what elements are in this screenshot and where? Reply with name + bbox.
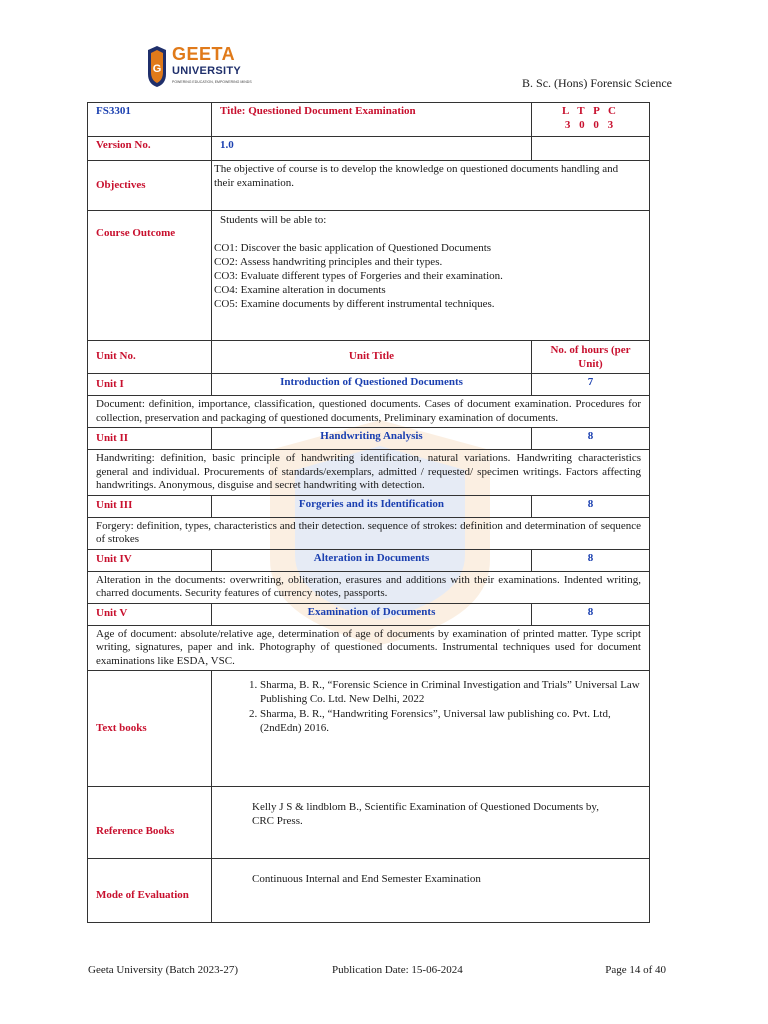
unit-title: Introduction of Questioned Documents bbox=[212, 374, 532, 396]
unit-title: Handwriting Analysis bbox=[212, 428, 532, 450]
unit-title: Alteration in Documents bbox=[212, 549, 532, 571]
footer-publication-date: Publication Date: 15-06-2024 bbox=[332, 964, 463, 976]
unit-hours: 7 bbox=[532, 374, 650, 396]
version-row bbox=[88, 137, 650, 161]
version-value: 1.0 bbox=[212, 137, 532, 161]
logo-tagline: POWERING EDUCATION, EMPOWERING MINDS bbox=[172, 80, 252, 84]
unit-content-row bbox=[88, 396, 650, 428]
outcome-cell bbox=[212, 211, 650, 341]
outcome-item: CO1: Discover the basic application of Questioned Documents bbox=[214, 242, 492, 254]
program-name: B. Sc. (Hons) Forensic Science bbox=[522, 76, 672, 90]
unit-no-header: Unit No. bbox=[88, 341, 212, 374]
textbooks-cell bbox=[212, 671, 650, 787]
objectives-label: Objectives bbox=[88, 161, 212, 211]
version-label: Version No. bbox=[88, 137, 212, 161]
unit-no: Unit V bbox=[88, 603, 212, 625]
textbooks-label: Text books bbox=[88, 671, 212, 787]
references-label: Reference Books bbox=[88, 787, 212, 859]
unit-title-header: Unit Title bbox=[212, 341, 532, 374]
unit-content-row bbox=[88, 517, 650, 549]
outcome-item: CO5: Examine documents by different instrumental techniques. bbox=[214, 298, 495, 310]
evaluation-row bbox=[88, 859, 650, 923]
unit-hours: 8 bbox=[532, 428, 650, 450]
outcome-item: CO4: Examine alteration in documents bbox=[214, 284, 386, 296]
evaluation-label: Mode of Evaluation bbox=[88, 859, 212, 923]
unit-content-row bbox=[88, 625, 650, 671]
unit-header-row bbox=[88, 341, 650, 374]
unit-content-row bbox=[88, 571, 650, 603]
textbook-item: 1. Sharma, B. R., “Forensic Science in Criminal Investigation and Trials” Universal Law Publishing Co. Ltd. New Delhi, 2022 bbox=[260, 679, 641, 706]
ltpc-cell bbox=[532, 103, 650, 137]
svg-text:G: G bbox=[152, 63, 162, 75]
unit-content: Handwriting: definition, basic principle of handwriting identification, natural variations. Handwriting characteristics general and individual. Procurements of standards/exemplars, admitted / requested/ specimen writings. Factors affecting handwritings. Anonymous, disguise and secret handwriting with detection. bbox=[88, 450, 650, 496]
unit-content: Alteration in the documents: overwriting, obliteration, erasures and additions with their examinations. Indented writing, charred documents. Security features of currency notes, passports. bbox=[88, 571, 650, 603]
unit-hours: 8 bbox=[532, 495, 650, 517]
unit-row bbox=[88, 374, 650, 396]
unit-hours: 8 bbox=[532, 549, 650, 571]
unit-title: Forgeries and its Identification bbox=[212, 495, 532, 517]
shield-icon bbox=[146, 44, 168, 88]
footer-batch: Geeta University (Batch 2023-27) bbox=[88, 964, 238, 976]
evaluation-text: Continuous Internal and End Semester Examination bbox=[212, 859, 650, 923]
course-header-row bbox=[88, 103, 650, 137]
unit-no: Unit IV bbox=[88, 549, 212, 571]
outcome-intro: Students will be able to: bbox=[220, 214, 327, 226]
unit-content-row bbox=[88, 450, 650, 496]
unit-no: Unit III bbox=[88, 495, 212, 517]
unit-no: Unit II bbox=[88, 428, 212, 450]
footer-page-number: Page 14 of 40 bbox=[605, 964, 666, 976]
unit-row bbox=[88, 428, 650, 450]
course-title: Title: Questioned Document Examination bbox=[212, 103, 532, 137]
unit-row bbox=[88, 549, 650, 571]
unit-row bbox=[88, 603, 650, 625]
outcome-label: Course Outcome bbox=[88, 211, 212, 341]
unit-content: Forgery: definition, types, characteristics and their detection. sequence of strokes: definition and determination of sequence of strokes bbox=[88, 517, 650, 549]
outcome-row bbox=[88, 211, 650, 341]
objectives-row bbox=[88, 161, 650, 211]
textbook-item: 2. Sharma, B. R., “Handwriting Forensics”, Universal law publishing co. Pvt. Ltd, (2ndEdn) 2016. bbox=[260, 708, 641, 735]
outcome-item: CO2: Assess handwriting principles and their types. bbox=[214, 256, 443, 268]
logo-name: GEETA bbox=[172, 44, 236, 64]
textbooks-list bbox=[220, 679, 641, 735]
unit-hours: 8 bbox=[532, 603, 650, 625]
references-row bbox=[88, 787, 650, 859]
course-table bbox=[87, 102, 650, 923]
university-logo bbox=[146, 44, 252, 90]
logo-subtitle: UNIVERSITY bbox=[172, 65, 242, 77]
textbooks-row bbox=[88, 671, 650, 787]
unit-no: Unit I bbox=[88, 374, 212, 396]
unit-content: Age of document: absolute/relative age, determination of age of documents by examination of printed matter. Type script writing, signatures, paper and ink. Photography of questioned documents. Instrumental techniques used for document examinations like ESDA, VSC. bbox=[88, 625, 650, 671]
unit-content: Document: definition, importance, classification, questioned documents. Cases of document examination. Procedures for collection, preservation and packaging of questioned documents, Preliminary examination of documents. bbox=[88, 396, 650, 428]
unit-row bbox=[88, 495, 650, 517]
ltpc-values: 3 0 0 3 bbox=[564, 118, 617, 131]
outcome-item: CO3: Evaluate different types of Forgeries and their examination. bbox=[214, 270, 503, 282]
course-code: FS3301 bbox=[88, 103, 212, 137]
ltpc-label: L T P C bbox=[562, 105, 619, 117]
objectives-text: The objective of course is to develop the knowledge on questioned documents handling and their examination. bbox=[212, 161, 650, 211]
unit-title: Examination of Documents bbox=[212, 603, 532, 625]
references-text: Kelly J S & lindblom B., Scientific Examination of Questioned Documents by, CRC Press. bbox=[212, 787, 650, 859]
unit-hours-header: No. of hours (per Unit) bbox=[532, 341, 650, 374]
